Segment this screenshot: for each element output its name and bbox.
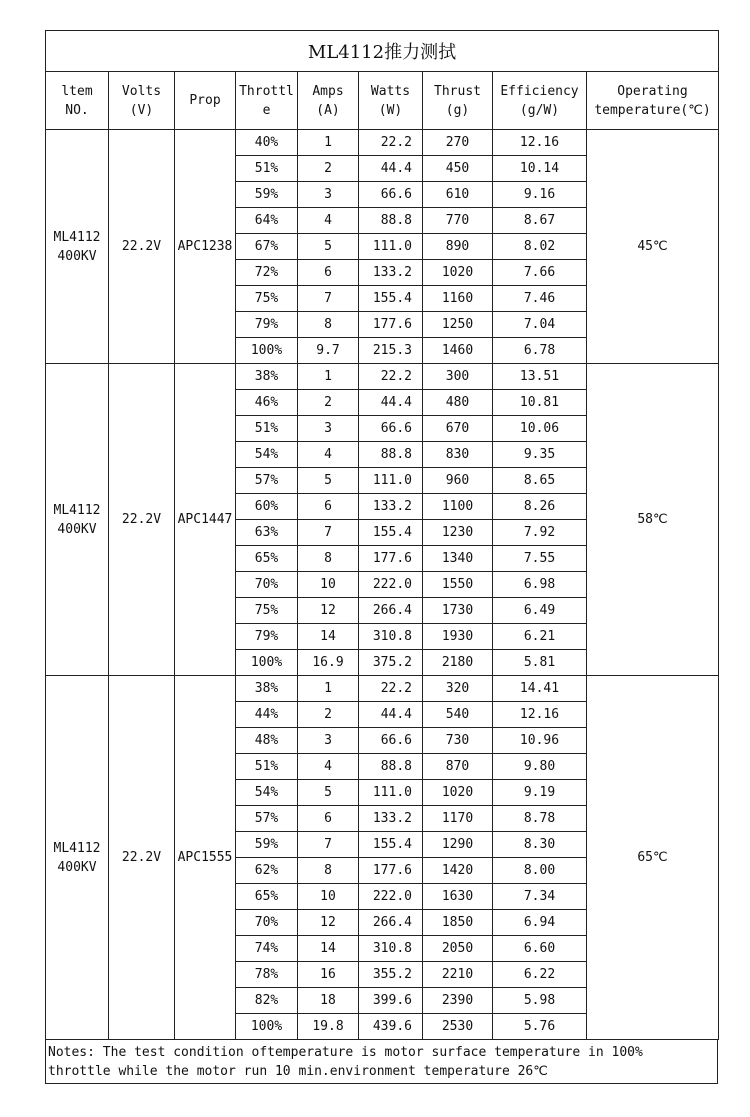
thrust-cell: 1420	[423, 858, 493, 884]
table-title: ML4112推力测拭	[46, 31, 719, 72]
header-watts: Watts (W)	[359, 72, 423, 130]
prop-cell: APC1238	[175, 130, 236, 364]
throttle-cell: 60%	[236, 494, 298, 520]
amps-cell: 5	[298, 234, 359, 260]
amps-cell: 12	[298, 910, 359, 936]
amps-cell: 7	[298, 286, 359, 312]
throttle-cell: 100%	[236, 1014, 298, 1040]
amps-cell: 2	[298, 702, 359, 728]
throttle-cell: 51%	[236, 754, 298, 780]
header-thrust: Thrust (g)	[423, 72, 493, 130]
throttle-cell: 46%	[236, 390, 298, 416]
prop-cell: APC1555	[175, 676, 236, 1040]
throttle-cell: 59%	[236, 832, 298, 858]
notes-line-1: Notes: The test condition oftemperature is motor surface temperature in 100%	[48, 1045, 643, 1060]
watts-cell: 266.4	[359, 910, 423, 936]
item-cell: ML4112 400KV	[46, 130, 109, 364]
table-row	[46, 364, 719, 390]
throttle-cell: 100%	[236, 650, 298, 676]
amps-cell: 16	[298, 962, 359, 988]
header-item: ltem NO.	[46, 72, 109, 130]
amps-cell: 2	[298, 156, 359, 182]
throttle-cell: 82%	[236, 988, 298, 1014]
watts-cell: 375.2	[359, 650, 423, 676]
efficiency-cell: 12.16	[493, 130, 587, 156]
thrust-cell: 540	[423, 702, 493, 728]
efficiency-cell: 6.22	[493, 962, 587, 988]
thrust-cell: 270	[423, 130, 493, 156]
amps-cell: 14	[298, 936, 359, 962]
amps-cell: 8	[298, 312, 359, 338]
throttle-cell: 72%	[236, 260, 298, 286]
item-cell: ML4112 400KV	[46, 364, 109, 676]
efficiency-cell: 9.16	[493, 182, 587, 208]
watts-cell: 155.4	[359, 520, 423, 546]
amps-cell: 5	[298, 780, 359, 806]
efficiency-cell: 9.35	[493, 442, 587, 468]
operating-temperature-cell: 45℃	[587, 130, 719, 364]
throttle-cell: 38%	[236, 364, 298, 390]
header-prop: Prop	[175, 72, 236, 130]
throttle-cell: 100%	[236, 338, 298, 364]
throttle-cell: 44%	[236, 702, 298, 728]
watts-cell: 133.2	[359, 494, 423, 520]
thrust-cell: 1290	[423, 832, 493, 858]
thrust-cell: 1730	[423, 598, 493, 624]
thrust-cell: 320	[423, 676, 493, 702]
amps-cell: 19.8	[298, 1014, 359, 1040]
throttle-cell: 70%	[236, 572, 298, 598]
throttle-cell: 63%	[236, 520, 298, 546]
item-cell: ML4112 400KV	[46, 676, 109, 1040]
operating-temperature-cell: 65℃	[587, 676, 719, 1040]
thrust-cell: 2530	[423, 1014, 493, 1040]
efficiency-cell: 6.49	[493, 598, 587, 624]
efficiency-cell: 9.80	[493, 754, 587, 780]
watts-cell: 310.8	[359, 936, 423, 962]
throttle-cell: 70%	[236, 910, 298, 936]
watts-cell: 22.2	[359, 130, 423, 156]
watts-cell: 66.6	[359, 416, 423, 442]
thrust-cell: 770	[423, 208, 493, 234]
efficiency-cell: 8.30	[493, 832, 587, 858]
throttle-cell: 79%	[236, 312, 298, 338]
efficiency-cell: 13.51	[493, 364, 587, 390]
amps-cell: 3	[298, 182, 359, 208]
amps-cell: 18	[298, 988, 359, 1014]
efficiency-cell: 8.02	[493, 234, 587, 260]
operating-temperature-cell: 58℃	[587, 364, 719, 676]
efficiency-cell: 7.66	[493, 260, 587, 286]
amps-cell: 4	[298, 442, 359, 468]
thrust-test-sheet	[45, 30, 718, 1084]
thrust-cell: 1630	[423, 884, 493, 910]
thrust-cell: 1460	[423, 338, 493, 364]
throttle-cell: 54%	[236, 780, 298, 806]
amps-cell: 10	[298, 572, 359, 598]
watts-cell: 222.0	[359, 884, 423, 910]
prop-cell: APC1447	[175, 364, 236, 676]
header-volts: Volts (V)	[109, 72, 175, 130]
thrust-cell: 960	[423, 468, 493, 494]
throttle-cell: 78%	[236, 962, 298, 988]
watts-cell: 177.6	[359, 858, 423, 884]
efficiency-cell: 6.60	[493, 936, 587, 962]
amps-cell: 6	[298, 806, 359, 832]
throttle-cell: 57%	[236, 468, 298, 494]
amps-cell: 6	[298, 260, 359, 286]
throttle-cell: 74%	[236, 936, 298, 962]
amps-cell: 16.9	[298, 650, 359, 676]
efficiency-cell: 6.94	[493, 910, 587, 936]
thrust-cell: 1250	[423, 312, 493, 338]
throttle-cell: 51%	[236, 156, 298, 182]
amps-cell: 5	[298, 468, 359, 494]
thrust-cell: 1230	[423, 520, 493, 546]
amps-cell: 1	[298, 130, 359, 156]
efficiency-cell: 10.81	[493, 390, 587, 416]
thrust-cell: 1930	[423, 624, 493, 650]
watts-cell: 439.6	[359, 1014, 423, 1040]
thrust-cell: 830	[423, 442, 493, 468]
amps-cell: 14	[298, 624, 359, 650]
thrust-test-table	[45, 30, 719, 1040]
watts-cell: 177.6	[359, 546, 423, 572]
notes	[45, 1040, 718, 1084]
efficiency-cell: 7.04	[493, 312, 587, 338]
amps-cell: 3	[298, 416, 359, 442]
watts-cell: 66.6	[359, 728, 423, 754]
header-operating-temperature: Operating temperature(℃)	[587, 72, 719, 130]
thrust-cell: 2390	[423, 988, 493, 1014]
throttle-cell: 59%	[236, 182, 298, 208]
throttle-cell: 79%	[236, 624, 298, 650]
throttle-cell: 65%	[236, 884, 298, 910]
watts-cell: 155.4	[359, 286, 423, 312]
thrust-cell: 480	[423, 390, 493, 416]
efficiency-cell: 8.00	[493, 858, 587, 884]
efficiency-cell: 14.41	[493, 676, 587, 702]
thrust-cell: 300	[423, 364, 493, 390]
header-efficiency: Efficiency (g/W)	[493, 72, 587, 130]
amps-cell: 6	[298, 494, 359, 520]
watts-cell: 399.6	[359, 988, 423, 1014]
thrust-cell: 450	[423, 156, 493, 182]
amps-cell: 3	[298, 728, 359, 754]
efficiency-cell: 6.98	[493, 572, 587, 598]
thrust-cell: 670	[423, 416, 493, 442]
efficiency-cell: 12.16	[493, 702, 587, 728]
watts-cell: 355.2	[359, 962, 423, 988]
throttle-cell: 57%	[236, 806, 298, 832]
efficiency-cell: 6.21	[493, 624, 587, 650]
thrust-cell: 890	[423, 234, 493, 260]
amps-cell: 1	[298, 676, 359, 702]
thrust-cell: 1550	[423, 572, 493, 598]
watts-cell: 111.0	[359, 780, 423, 806]
throttle-cell: 75%	[236, 286, 298, 312]
efficiency-cell: 10.06	[493, 416, 587, 442]
efficiency-cell: 8.65	[493, 468, 587, 494]
watts-cell: 22.2	[359, 676, 423, 702]
amps-cell: 4	[298, 754, 359, 780]
watts-cell: 88.8	[359, 208, 423, 234]
amps-cell: 4	[298, 208, 359, 234]
table-body	[46, 130, 719, 1040]
throttle-cell: 75%	[236, 598, 298, 624]
efficiency-cell: 7.55	[493, 546, 587, 572]
efficiency-cell: 9.19	[493, 780, 587, 806]
watts-cell: 177.6	[359, 312, 423, 338]
efficiency-cell: 5.76	[493, 1014, 587, 1040]
throttle-cell: 62%	[236, 858, 298, 884]
amps-cell: 2	[298, 390, 359, 416]
thrust-cell: 2180	[423, 650, 493, 676]
efficiency-cell: 8.67	[493, 208, 587, 234]
thrust-cell: 2050	[423, 936, 493, 962]
watts-cell: 310.8	[359, 624, 423, 650]
watts-cell: 44.4	[359, 702, 423, 728]
thrust-cell: 1340	[423, 546, 493, 572]
watts-cell: 266.4	[359, 598, 423, 624]
thrust-cell: 870	[423, 754, 493, 780]
watts-cell: 44.4	[359, 390, 423, 416]
watts-cell: 215.3	[359, 338, 423, 364]
throttle-cell: 51%	[236, 416, 298, 442]
efficiency-cell: 6.78	[493, 338, 587, 364]
throttle-cell: 64%	[236, 208, 298, 234]
throttle-cell: 54%	[236, 442, 298, 468]
efficiency-cell: 8.78	[493, 806, 587, 832]
throttle-cell: 38%	[236, 676, 298, 702]
header-row	[46, 72, 719, 130]
watts-cell: 88.8	[359, 442, 423, 468]
thrust-cell: 1850	[423, 910, 493, 936]
amps-cell: 7	[298, 520, 359, 546]
watts-cell: 111.0	[359, 468, 423, 494]
watts-cell: 111.0	[359, 234, 423, 260]
efficiency-cell: 10.14	[493, 156, 587, 182]
thrust-cell: 1020	[423, 780, 493, 806]
throttle-cell: 40%	[236, 130, 298, 156]
watts-cell: 66.6	[359, 182, 423, 208]
amps-cell: 10	[298, 884, 359, 910]
throttle-cell: 48%	[236, 728, 298, 754]
efficiency-cell: 5.81	[493, 650, 587, 676]
volts-cell: 22.2V	[109, 130, 175, 364]
efficiency-cell: 8.26	[493, 494, 587, 520]
notes-line-2: throttle while the motor run 10 min.environment temperature 26℃	[48, 1064, 548, 1079]
thrust-cell: 1100	[423, 494, 493, 520]
thrust-cell: 1020	[423, 260, 493, 286]
volts-cell: 22.2V	[109, 676, 175, 1040]
thrust-cell: 610	[423, 182, 493, 208]
watts-cell: 44.4	[359, 156, 423, 182]
efficiency-cell: 10.96	[493, 728, 587, 754]
header-throttle: Throttl e	[236, 72, 298, 130]
watts-cell: 88.8	[359, 754, 423, 780]
throttle-cell: 67%	[236, 234, 298, 260]
thrust-cell: 1170	[423, 806, 493, 832]
amps-cell: 1	[298, 364, 359, 390]
watts-cell: 22.2	[359, 364, 423, 390]
watts-cell: 222.0	[359, 572, 423, 598]
throttle-cell: 65%	[236, 546, 298, 572]
header-amps: Amps (A)	[298, 72, 359, 130]
amps-cell: 12	[298, 598, 359, 624]
amps-cell: 9.7	[298, 338, 359, 364]
amps-cell: 8	[298, 858, 359, 884]
efficiency-cell: 7.46	[493, 286, 587, 312]
amps-cell: 7	[298, 832, 359, 858]
volts-cell: 22.2V	[109, 364, 175, 676]
thrust-cell: 730	[423, 728, 493, 754]
efficiency-cell: 7.92	[493, 520, 587, 546]
efficiency-cell: 7.34	[493, 884, 587, 910]
thrust-cell: 2210	[423, 962, 493, 988]
amps-cell: 8	[298, 546, 359, 572]
watts-cell: 133.2	[359, 260, 423, 286]
table-row	[46, 676, 719, 702]
thrust-cell: 1160	[423, 286, 493, 312]
efficiency-cell: 5.98	[493, 988, 587, 1014]
watts-cell: 133.2	[359, 806, 423, 832]
watts-cell: 155.4	[359, 832, 423, 858]
table-row	[46, 130, 719, 156]
